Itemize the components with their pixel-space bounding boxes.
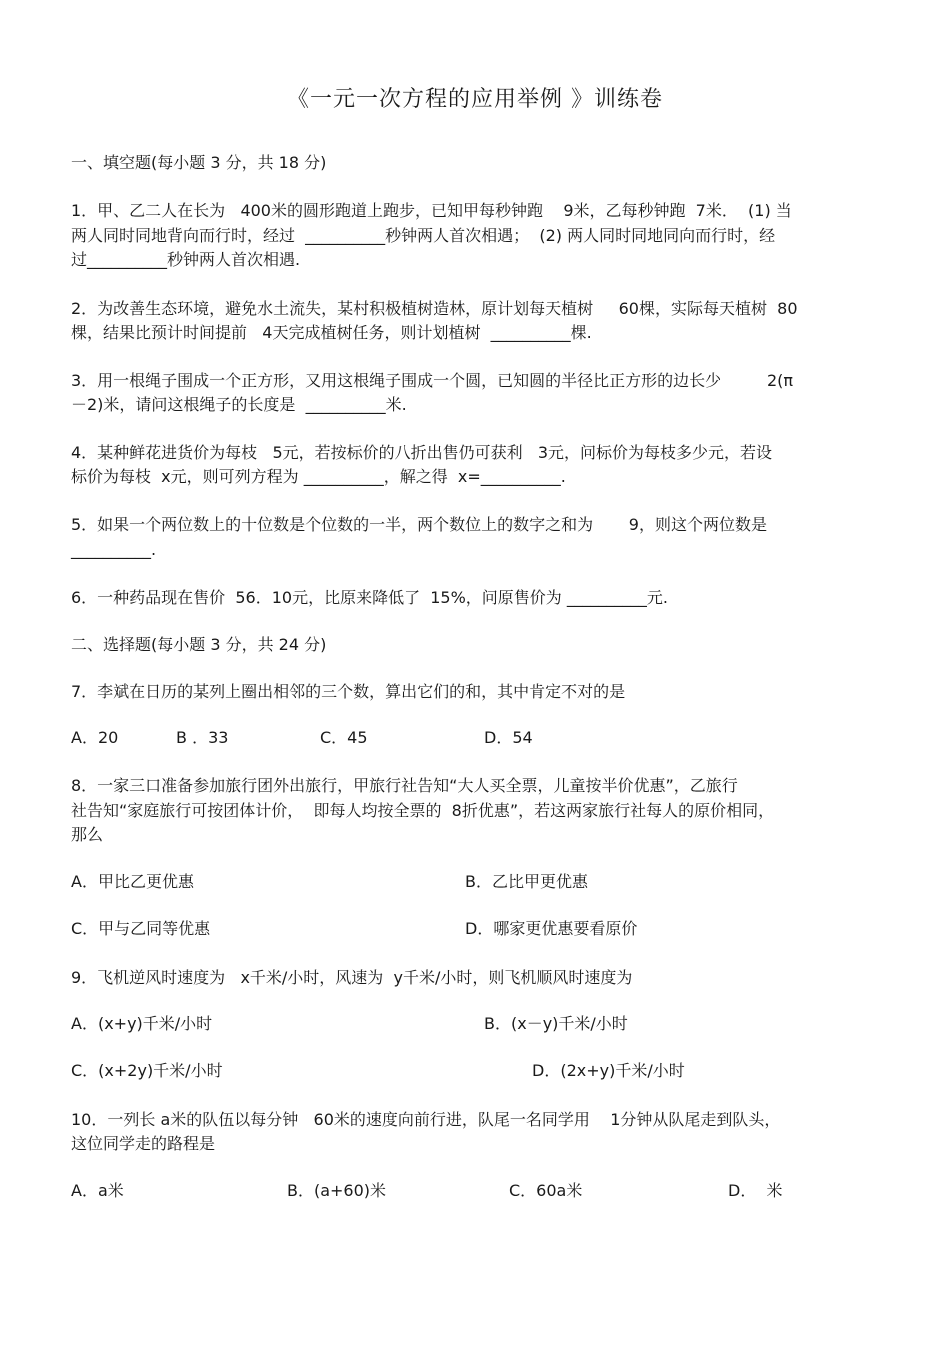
question-6: 6．一种药品现在售价 56．10元，比原来降低了 15%，问原售价为 __________元. [71, 588, 668, 607]
question-8-option-b: B．乙比甲更优惠 [465, 872, 588, 891]
question-4-line-2: 标价为每枝 x元，则可列方程为 __________，解之得 x=__________. [71, 467, 566, 486]
question-5-line-1: 5．如果一个两位数上的十位数是个位数的一半，两个数位上的数字之和为 9，则这个两位数是 [71, 515, 767, 534]
question-7-stem: 7．李斌在日历的某列上圈出相邻的三个数，算出它们的和，其中肯定不对的是 [71, 682, 626, 701]
question-8-option-a: A．甲比乙更优惠 [71, 872, 194, 891]
question-9-stem: 9．飞机逆风时速度为 x千米/小时，风速为 y千米/小时，则飞机顺风时速度为 [71, 968, 633, 987]
question-10-option-a: A．a米 [71, 1181, 124, 1200]
question-7-option-a: A．20 [71, 728, 119, 747]
question-8-option-d: D．哪家更优惠要看原价 [465, 919, 638, 938]
question-1-line-3: 过__________秒钟两人首次相遇. [71, 250, 301, 269]
question-4-line-1: 4．某种鲜花进货价为每枝 5元，若按标价的八折出售仍可获利 3元，问标价为每枝多少元，若设 [71, 443, 773, 462]
question-3-line-2: －2)米，请问这根绳子的长度是 __________米. [71, 395, 407, 414]
question-7-option-d: D．54 [484, 728, 533, 747]
question-2-line-2: 棵，结果比预计时间提前 4天完成植树任务，则计划植树 __________棵. [71, 323, 592, 342]
question-2-line-1: 2．为改善生态环境，避免水土流失，某村积极植树造林，原计划每天植树 60棵，实际每天植树 80 [71, 299, 798, 318]
document-title: 《一元一次方程的应用举例 》训练卷 [287, 87, 663, 112]
question-1-line-2: 两人同时同地背向而行时，经过 __________秒钟两人首次相遇； (2) 两人同时同地同向而行时，经 [71, 226, 776, 245]
question-10-line-2: 这位同学走的路程是 [71, 1134, 216, 1153]
question-1-line-1: 1．甲、乙二人在长为 400米的圆形跑道上跑步，已知甲每秒钟跑 9米，乙每秒钟跑 7米． (1) 当 [71, 201, 792, 220]
question-10-option-c: C．60a米 [509, 1181, 583, 1200]
question-8-line-2: 社告知“家庭旅行可按团体计价， 即每人均按全票的 8折优惠”，若这两家旅行社每人的原价相同， [71, 801, 775, 820]
question-5-line-2: __________. [71, 540, 157, 559]
question-10-option-d: D． 米 [728, 1181, 783, 1200]
question-7-option-b: B ．33 [176, 728, 229, 747]
section-fill-in-heading: 一、填空题(每小题 3 分，共 18 分) [71, 153, 327, 172]
question-8-line-3: 那么 [71, 825, 104, 844]
question-8-option-c: C．甲与乙同等优惠 [71, 919, 211, 938]
question-9-option-a: A．(x+y)千米/小时 [71, 1014, 213, 1033]
question-9-option-d: D．(2x+y)千米/小时 [532, 1061, 685, 1080]
question-3-line-1: 3．用一根绳子围成一个正方形，又用这根绳子围成一个圆，已知圆的半径比正方形的边长少 2(π [71, 371, 794, 390]
question-10-line-1: 10．一列长 a米的队伍以每分钟 60米的速度向前行进，队尾一名同学用 1分钟从队尾走到队头， [71, 1110, 781, 1129]
question-9-option-c: C．(x+2y)千米/小时 [71, 1061, 223, 1080]
question-8-line-1: 8．一家三口准备参加旅行团外出旅行，甲旅行社告知“大人买全票，儿童按半价优惠”，乙旅行 [71, 776, 738, 795]
question-7-option-c: C．45 [320, 728, 368, 747]
question-10-option-b: B．(a+60)米 [287, 1181, 387, 1200]
question-9-option-b: B．(x－y)千米/小时 [484, 1014, 628, 1033]
section-choice-heading: 二、选择题(每小题 3 分，共 24 分) [71, 635, 327, 654]
